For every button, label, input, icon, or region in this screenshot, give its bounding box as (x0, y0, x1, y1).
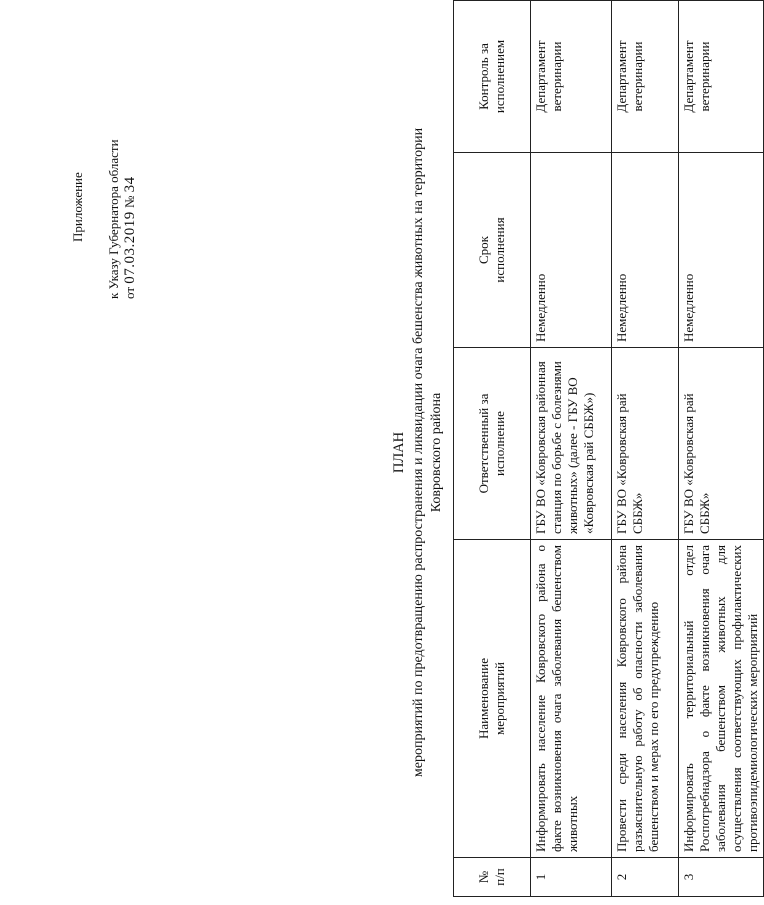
header-deadline: Срок исполнения (454, 153, 531, 348)
appendix-label: Приложение (70, 172, 85, 242)
header-measures: Наименование мероприятий (454, 540, 531, 858)
table-header-row (454, 1, 531, 897)
appendix-decree: к Указу Губернатора области (106, 139, 121, 299)
appendix-date-line (122, 139, 138, 299)
row-measure: Информировать население Ковровского района о факте возникновения очага заболевания бешенством животных (531, 540, 612, 858)
table-row (612, 1, 679, 897)
document-title: ПЛАН (391, 431, 407, 474)
row-deadline: Немедленно (612, 153, 679, 348)
row-number: 3 (679, 858, 764, 897)
table-row (531, 1, 612, 897)
row-number: 1 (531, 858, 612, 897)
plan-table (453, 0, 764, 897)
appendix-block (70, 139, 138, 299)
row-deadline: Немедленно (531, 153, 612, 348)
appendix-number-prefix: № (122, 195, 137, 208)
appendix-date-prefix: от (122, 286, 137, 299)
row-responsible: ГБУ ВО «Ковровская рай СББЖ» (612, 348, 679, 540)
table-row (679, 1, 764, 897)
row-measure: Провести среди населения Ковровского района разъяснительную работу об опасности заболевания бешенством и мерах по его предупреждению (612, 540, 679, 858)
row-number: 2 (612, 858, 679, 897)
row-deadline: Немедленно (679, 153, 764, 348)
document-subtitle: мероприятий по предотвращению распространения и ликвидации очага бешенства животных на территории (411, 127, 426, 778)
appendix-number: 34 (122, 176, 138, 193)
appendix-date: 07.03.2019 (122, 211, 138, 284)
row-responsible: ГБУ ВО «Ковровская рай СББЖ» (679, 348, 764, 540)
row-control: Департамент ветеринарии (531, 1, 612, 153)
document-subtitle-district: Ковровского района (429, 392, 444, 513)
row-control: Департамент ветеринарии (679, 1, 764, 153)
row-control: Департамент ветеринарии (612, 1, 679, 153)
row-responsible: ГБУ ВО «Ковровская районная станция по борьбе с болезнями животных» (далее - ГБУ ВО «Ковровская рай СББЖ») (531, 348, 612, 540)
row-measure: Информировать территориальный отдел Роспотребнадзора о факте возникновения очага заболевания бешенством животных для осуществления соответствующих профилактических противоэпидемиологических мероприятий (679, 540, 764, 858)
header-control: Контроль за исполнением (454, 1, 531, 153)
header-responsible: Ответственный за исполнение (454, 348, 531, 540)
header-number: № п/п (454, 858, 531, 897)
